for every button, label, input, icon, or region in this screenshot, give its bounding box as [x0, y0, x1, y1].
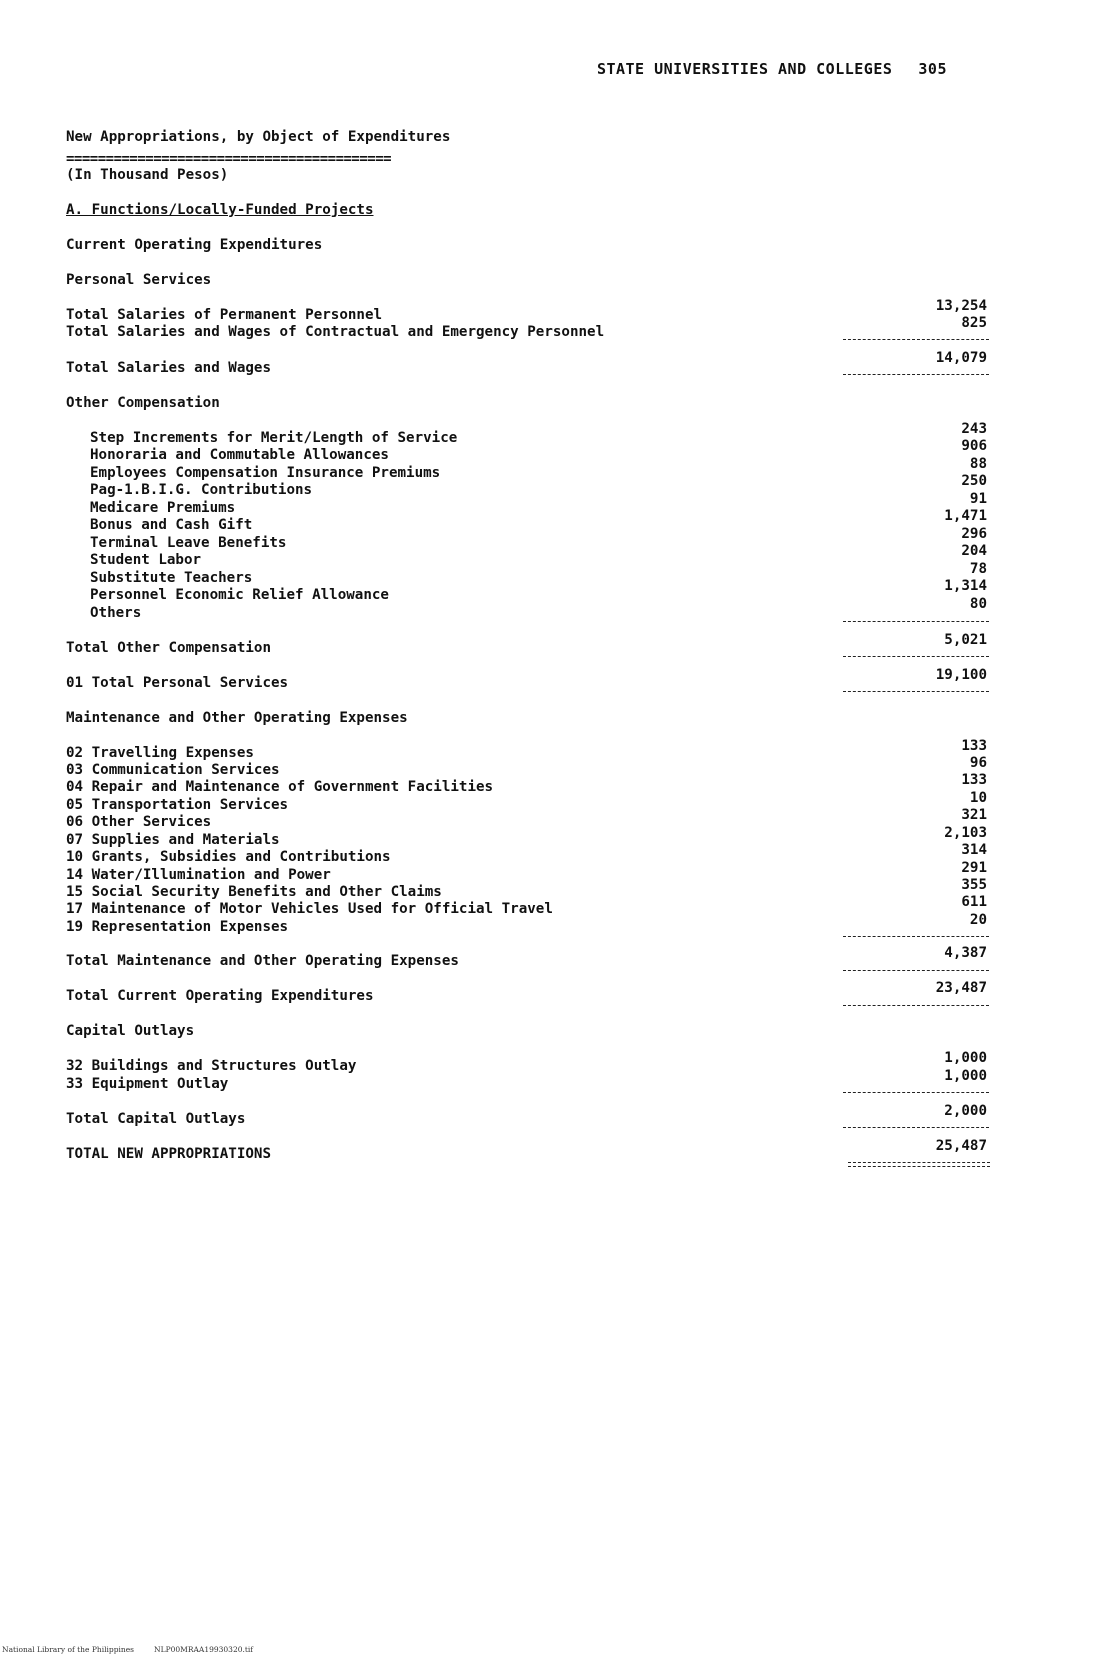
total-coe-value: 23,487 — [935, 980, 987, 996]
salaries-contractual-value: 825 — [961, 315, 987, 331]
separator — [843, 691, 989, 692]
total-ps-value: 19,100 — [935, 667, 987, 683]
separator — [843, 1092, 989, 1093]
mooe-value: 291 — [961, 860, 987, 876]
unit-note: (In Thousand Pesos) — [66, 167, 229, 183]
separator — [843, 621, 989, 622]
separator — [843, 656, 989, 657]
capital-value: 1,000 — [944, 1050, 987, 1066]
capital-heading: Capital Outlays — [66, 1023, 195, 1039]
other-comp-label: Student Labor — [90, 552, 202, 568]
document-title: New Appropriations, by Object of Expenditures — [66, 129, 451, 145]
mooe-label: 04 Repair and Maintenance of Government Facilities — [66, 779, 494, 795]
footer-file: NLP00MRAA19930320.tif — [154, 1645, 254, 1654]
other-comp-label: Pag-1.B.I.G. Contributions — [90, 482, 313, 498]
other-comp-label: Terminal Leave Benefits — [90, 535, 287, 551]
other-comp-label: Others — [90, 605, 142, 621]
mooe-value: 133 — [961, 738, 987, 754]
capital-total-label: Total Capital Outlays — [66, 1111, 246, 1127]
mooe-label: 17 Maintenance of Motor Vehicles Used for Official Travel — [66, 901, 553, 917]
mooe-value: 20 — [969, 912, 987, 928]
other-comp-value: 80 — [969, 596, 987, 612]
mooe-label: 19 Representation Expenses — [66, 919, 289, 935]
other-comp-total-value: 5,021 — [944, 632, 987, 648]
other-comp-value: 250 — [961, 473, 987, 489]
total-coe-label: Total Current Operating Expenditures — [66, 988, 374, 1004]
scan-footer — [2, 1645, 253, 1654]
page-number: 305 — [918, 60, 947, 78]
other-comp-label: Personnel Economic Relief Allowance — [90, 587, 389, 603]
other-comp-heading: Other Compensation — [66, 395, 220, 411]
other-comp-label: Employees Compensation Insurance Premiums — [90, 465, 441, 481]
separator — [843, 970, 989, 971]
salaries-total-value: 14,079 — [935, 350, 987, 366]
section-heading: A. Functions/Locally-Funded Projects — [66, 202, 374, 218]
separator — [843, 339, 989, 340]
mooe-value: 2,103 — [944, 825, 987, 841]
page-header — [597, 60, 947, 78]
separator — [843, 936, 989, 937]
mooe-heading: Maintenance and Other Operating Expenses — [66, 710, 408, 726]
capital-label: 33 Equipment Outlay — [66, 1076, 229, 1092]
salaries-permanent-value: 13,254 — [935, 298, 987, 314]
footer-library: National Library of the Philippines — [2, 1645, 135, 1654]
other-comp-label: Bonus and Cash Gift — [90, 517, 253, 533]
other-comp-total-label: Total Other Compensation — [66, 640, 271, 656]
salaries-permanent-label: Total Salaries of Permanent Personnel — [66, 307, 383, 323]
mooe-value: 133 — [961, 772, 987, 788]
mooe-value: 611 — [961, 894, 987, 910]
mooe-label: 06 Other Services — [66, 814, 212, 830]
mooe-total-value: 4,387 — [944, 945, 987, 961]
header-title: STATE UNIVERSITIES AND COLLEGES — [596, 60, 893, 78]
other-comp-value: 1,314 — [944, 578, 987, 594]
mooe-value: 96 — [969, 755, 987, 771]
separator — [843, 374, 989, 375]
mooe-label: 14 Water/Illumination and Power — [66, 867, 331, 883]
grand-total-label: TOTAL NEW APPROPRIATIONS — [66, 1146, 271, 1162]
mooe-label: 10 Grants, Subsidies and Contributions — [66, 849, 391, 865]
salaries-total-label: Total Salaries and Wages — [66, 360, 271, 376]
mooe-label: 02 Travelling Expenses — [66, 745, 254, 761]
other-comp-value: 78 — [969, 561, 987, 577]
other-comp-label: Substitute Teachers — [90, 570, 253, 586]
other-comp-value: 243 — [961, 421, 987, 437]
other-comp-label: Step Increments for Merit/Length of Service — [90, 430, 458, 446]
title-rule: ========================================= — [66, 151, 392, 167]
other-comp-label: Honoraria and Commutable Allowances — [90, 447, 389, 463]
other-comp-value: 906 — [961, 438, 987, 454]
other-comp-value: 88 — [969, 456, 987, 472]
other-comp-value: 204 — [961, 543, 987, 559]
other-comp-value: 1,471 — [944, 508, 987, 524]
salaries-contractual-label: Total Salaries and Wages of Contractual and Emergency Personnel — [66, 324, 605, 340]
double-rule — [848, 1162, 990, 1167]
other-comp-label: Medicare Premiums — [90, 500, 236, 516]
mooe-value: 314 — [961, 842, 987, 858]
mooe-label: 03 Communication Services — [66, 762, 280, 778]
other-comp-value: 91 — [969, 491, 987, 507]
current-opex-heading: Current Operating Expenditures — [66, 237, 323, 253]
other-comp-value: 296 — [961, 526, 987, 542]
mooe-label: 15 Social Security Benefits and Other Claims — [66, 884, 442, 900]
mooe-label: 05 Transportation Services — [66, 797, 289, 813]
capital-total-value: 2,000 — [944, 1103, 987, 1119]
separator — [843, 1005, 989, 1006]
mooe-value: 321 — [961, 807, 987, 823]
total-ps-label: 01 Total Personal Services — [66, 675, 289, 691]
mooe-label: 07 Supplies and Materials — [66, 832, 280, 848]
grand-total-value: 25,487 — [935, 1138, 987, 1154]
mooe-value: 355 — [961, 877, 987, 893]
mooe-total-label: Total Maintenance and Other Operating Expenses — [66, 953, 459, 969]
mooe-value: 10 — [969, 790, 987, 806]
capital-value: 1,000 — [944, 1068, 987, 1084]
personal-services-heading: Personal Services — [66, 272, 212, 288]
capital-label: 32 Buildings and Structures Outlay — [66, 1058, 357, 1074]
separator — [843, 1127, 989, 1128]
